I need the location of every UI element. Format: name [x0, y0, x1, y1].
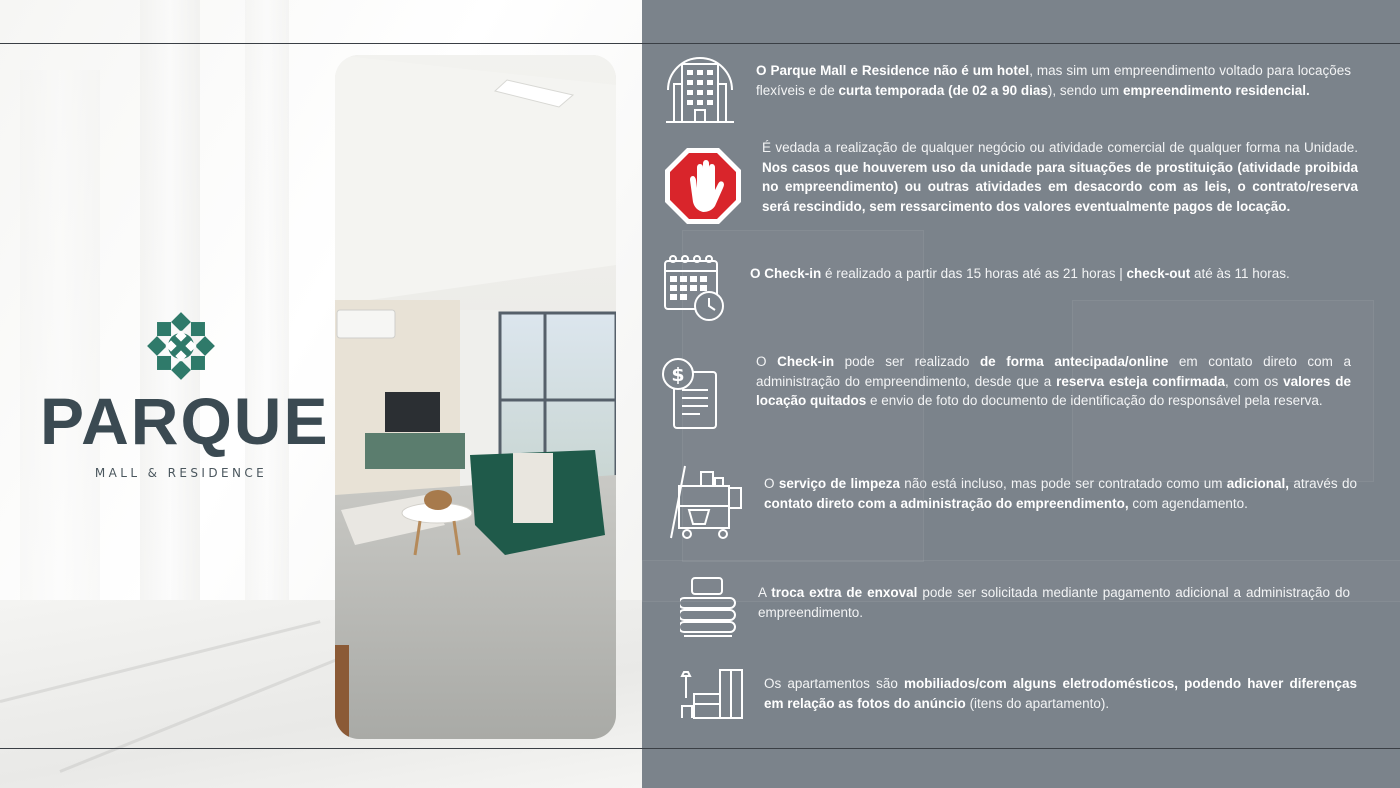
bold-text-run: de forma antecipada/online: [979, 354, 1169, 369]
text-run: O: [756, 354, 778, 369]
bottom-divider: [0, 748, 1400, 749]
building-icon: [664, 54, 736, 126]
bold-text-run: curta temporada (de 02 a 90 dias: [838, 82, 1048, 98]
text-run: pode ser realizado: [834, 354, 980, 369]
stop-hand-icon: [663, 146, 743, 226]
text-run: em contato direto com a administração do empreendimento, desde que a: [756, 354, 1352, 389]
cleaning-cart-icon: [665, 462, 745, 542]
text-run: É vedada a realização de qualquer negócio ou atividade comercial de qualquer forma na Unidade.: [762, 140, 1358, 155]
svg-text:$: $: [671, 364, 685, 386]
text-run: pode ser solicitada mediante pagamento adicional a administração do empreendimento.: [758, 585, 1350, 620]
bold-text-run: valores de locação quitados: [756, 373, 1351, 408]
bold-text-run: check-out: [1126, 266, 1191, 281]
bold-text-run: mobiliados/com alguns eletrodomésticos, podendo haver diferenças em relação as fotos do anúncio: [764, 676, 1357, 711]
bold-text-run: Check-in: [777, 354, 835, 369]
bold-text-run: serviço de limpeza: [778, 476, 900, 491]
dollar-document-icon: [660, 354, 724, 432]
text-run: e envio de foto do documento de identificação do responsável pela reserva.: [866, 393, 1323, 408]
text-run: Os apartamentos são: [764, 676, 904, 691]
text-run: não está incluso, mas pode ser contratado como um: [900, 476, 1227, 491]
text-run: A: [758, 585, 772, 600]
info-item-furnished: [764, 674, 1357, 713]
top-divider: [0, 43, 1400, 44]
text-run: através do: [1289, 476, 1357, 491]
bold-text-run: adicional,: [1226, 476, 1290, 491]
brand-subtitle: MALL & RESIDENCE: [94, 466, 268, 480]
furniture-icon: [680, 668, 744, 720]
bold-text-run: contato direto com a administração do empreendimento,: [764, 495, 1129, 511]
text-run: com agendamento.: [1128, 495, 1248, 511]
calendar-clock-icon: [663, 253, 727, 323]
text-run: O: [764, 476, 779, 491]
apartment-photo: [335, 55, 616, 739]
bold-text-run: reserva esteja confirmada: [1056, 373, 1225, 389]
info-item-cleaning-service: [764, 474, 1357, 513]
bold-text-run: O Parque Mall e Residence não é um hotel: [756, 63, 1030, 78]
info-item-hotel: [756, 61, 1351, 100]
linen-stack-icon: [680, 574, 736, 638]
text-run: até às 11 horas.: [1190, 266, 1290, 281]
brand-title: PARQUE: [40, 384, 330, 458]
bold-text-run: Nos casos que houverem uso da unidade para situações de prostituição (atividade proibida no empreendimento) ou outras atividades em desacordo com as leis, o contrato/reserva será rescindido, sem ressarcimento dos valores eventualmente pagos de locação.: [762, 159, 1358, 214]
text-run: é realizado a partir das 15 horas até as 21 horas |: [821, 266, 1127, 281]
bold-text-run: empreendimento residencial.: [1122, 82, 1310, 98]
text-run: ), sendo um: [1047, 82, 1123, 98]
text-run: , mas sim um empreendimento voltado para locações flexíveis e de: [756, 63, 1351, 98]
info-item-checkin-times: [750, 264, 1350, 284]
bold-text-run: O Check-in: [750, 266, 822, 281]
info-item-online-checkin: [756, 352, 1351, 411]
info-item-linen-exchange: [758, 583, 1350, 622]
brand-logo: [40, 312, 330, 480]
info-item-prohibited-activities: [762, 138, 1358, 216]
text-run: , com os: [1224, 373, 1284, 389]
bold-text-run: troca extra de enxoval: [771, 585, 918, 600]
logo-mark-icon: [143, 312, 219, 380]
text-run: (itens do apartamento).: [965, 695, 1110, 711]
